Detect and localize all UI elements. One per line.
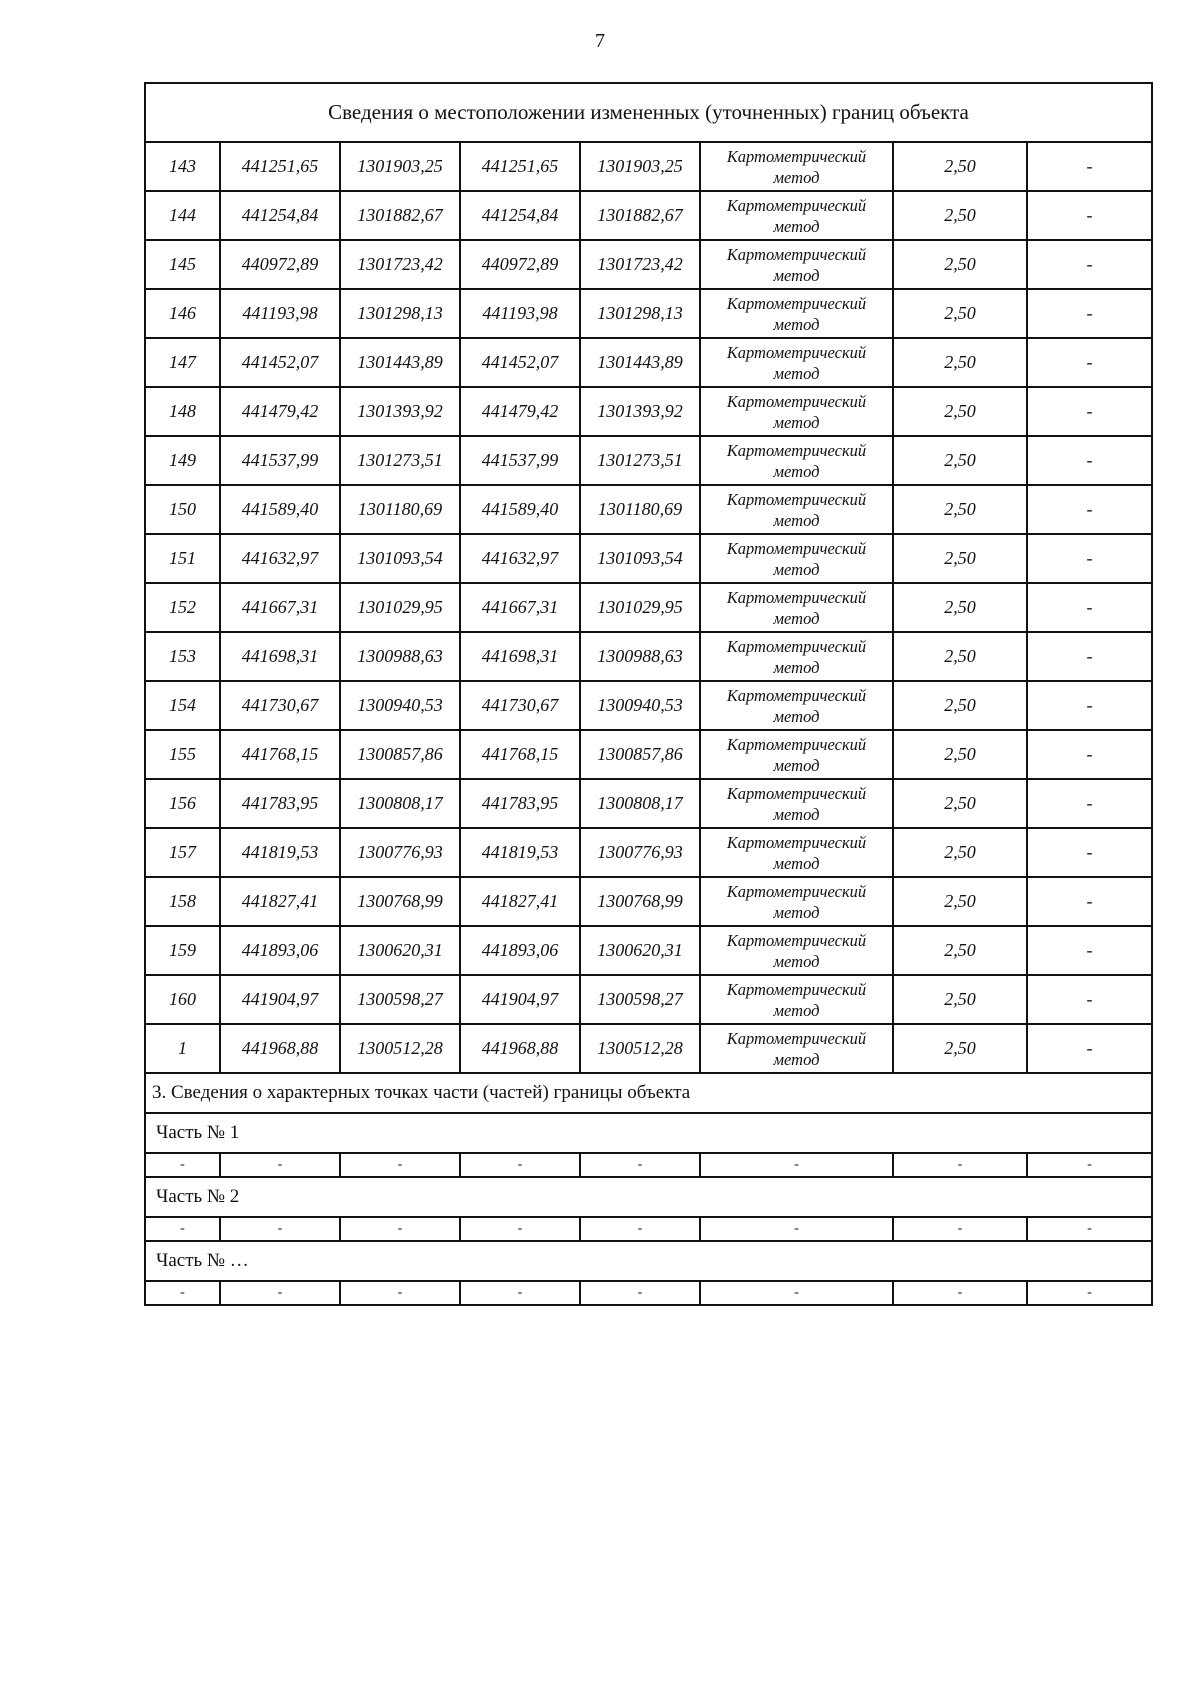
y-new-cell: 1301393,92 <box>580 387 700 436</box>
y-existing-cell: 1300512,28 <box>340 1024 460 1073</box>
y-new-cell: 1300768,99 <box>580 877 700 926</box>
method-line: метод <box>773 559 820 579</box>
table-title: Сведения о местоположении измененных (уточненных) границ объекта <box>145 83 1152 142</box>
point-number-cell: 154 <box>145 681 220 730</box>
title-row <box>145 83 1152 142</box>
empty-cell: - <box>1027 1217 1152 1241</box>
empty-cell: - <box>340 1281 460 1305</box>
y-existing-cell: 1301723,42 <box>340 240 460 289</box>
x-existing-cell: 441452,07 <box>220 338 340 387</box>
method-cell <box>700 877 893 926</box>
point-number-cell: 1 <box>145 1024 220 1073</box>
method-line: метод <box>773 363 820 383</box>
point-number-cell: 148 <box>145 387 220 436</box>
method-line: метод <box>773 216 820 236</box>
x-existing-cell: 441537,99 <box>220 436 340 485</box>
y-existing-cell: 1300598,27 <box>340 975 460 1024</box>
method-line: метод <box>773 853 820 873</box>
y-new-cell: 1300857,86 <box>580 730 700 779</box>
y-existing-cell: 1300988,63 <box>340 632 460 681</box>
x-new-cell: 441667,31 <box>460 583 580 632</box>
method-cell <box>700 191 893 240</box>
method-cell <box>700 583 893 632</box>
x-existing-cell: 441827,41 <box>220 877 340 926</box>
accuracy-cell: 2,50 <box>893 436 1027 485</box>
part-label-row <box>145 1177 1152 1217</box>
table-row <box>145 338 1152 387</box>
empty-cell: - <box>580 1153 700 1177</box>
y-existing-cell: 1300776,93 <box>340 828 460 877</box>
method-cell <box>700 387 893 436</box>
y-new-cell: 1301029,95 <box>580 583 700 632</box>
empty-cell: - <box>700 1153 893 1177</box>
x-existing-cell: 441251,65 <box>220 142 340 191</box>
x-existing-cell: 441254,84 <box>220 191 340 240</box>
empty-cell: - <box>700 1281 893 1305</box>
method-cell <box>700 436 893 485</box>
table-row <box>145 240 1152 289</box>
y-new-cell: 1301903,25 <box>580 142 700 191</box>
x-new-cell: 441589,40 <box>460 485 580 534</box>
empty-cell: - <box>893 1281 1027 1305</box>
table-row <box>145 926 1152 975</box>
y-existing-cell: 1300620,31 <box>340 926 460 975</box>
accuracy-cell: 2,50 <box>893 926 1027 975</box>
accuracy-cell: 2,50 <box>893 632 1027 681</box>
accuracy-cell: 2,50 <box>893 191 1027 240</box>
point-number-cell: 155 <box>145 730 220 779</box>
method-line: метод <box>773 804 820 824</box>
method-line: Картометрический <box>726 342 867 362</box>
y-existing-cell: 1300808,17 <box>340 779 460 828</box>
point-number-cell: 149 <box>145 436 220 485</box>
method-line: Картометрический <box>726 1028 867 1048</box>
empty-cell: - <box>220 1281 340 1305</box>
point-number-cell: 152 <box>145 583 220 632</box>
y-new-cell: 1300940,53 <box>580 681 700 730</box>
accuracy-cell: 2,50 <box>893 485 1027 534</box>
point-number-cell: 157 <box>145 828 220 877</box>
method-line: Картометрический <box>726 636 867 656</box>
method-cell <box>700 485 893 534</box>
table-row <box>145 1024 1152 1073</box>
method-cell <box>700 1024 893 1073</box>
method-line: Картометрический <box>726 881 867 901</box>
x-existing-cell: 441893,06 <box>220 926 340 975</box>
method-line: метод <box>773 510 820 530</box>
empty-cell: - <box>145 1217 220 1241</box>
x-existing-cell: 441667,31 <box>220 583 340 632</box>
method-cell <box>700 289 893 338</box>
x-existing-cell: 441193,98 <box>220 289 340 338</box>
method-line: метод <box>773 412 820 432</box>
x-new-cell: 440972,89 <box>460 240 580 289</box>
section-3-title: 3. Сведения о характерных точках части (частей) границы объекта <box>145 1073 1152 1113</box>
part-dash-row <box>145 1281 1152 1305</box>
note-cell: - <box>1027 975 1152 1024</box>
y-existing-cell: 1300940,53 <box>340 681 460 730</box>
empty-cell: - <box>340 1217 460 1241</box>
y-existing-cell: 1301093,54 <box>340 534 460 583</box>
table-row <box>145 436 1152 485</box>
x-new-cell: 441827,41 <box>460 877 580 926</box>
y-existing-cell: 1300857,86 <box>340 730 460 779</box>
note-cell: - <box>1027 338 1152 387</box>
y-existing-cell: 1301273,51 <box>340 436 460 485</box>
note-cell: - <box>1027 191 1152 240</box>
y-new-cell: 1301882,67 <box>580 191 700 240</box>
empty-cell: - <box>1027 1281 1152 1305</box>
empty-cell: - <box>460 1281 580 1305</box>
x-new-cell: 441730,67 <box>460 681 580 730</box>
y-new-cell: 1301273,51 <box>580 436 700 485</box>
x-existing-cell: 441904,97 <box>220 975 340 1024</box>
point-number-cell: 143 <box>145 142 220 191</box>
method-cell <box>700 632 893 681</box>
x-existing-cell: 440972,89 <box>220 240 340 289</box>
table-body <box>145 83 1152 1305</box>
method-line: метод <box>773 706 820 726</box>
note-cell: - <box>1027 632 1152 681</box>
page-number: 7 <box>595 30 605 52</box>
x-new-cell: 441537,99 <box>460 436 580 485</box>
method-line: метод <box>773 608 820 628</box>
x-new-cell: 441768,15 <box>460 730 580 779</box>
accuracy-cell: 2,50 <box>893 338 1027 387</box>
table-row <box>145 485 1152 534</box>
note-cell: - <box>1027 828 1152 877</box>
method-line: метод <box>773 951 820 971</box>
y-new-cell: 1301298,13 <box>580 289 700 338</box>
part-dash-row <box>145 1217 1152 1241</box>
empty-cell: - <box>220 1153 340 1177</box>
table-row <box>145 877 1152 926</box>
method-line: метод <box>773 902 820 922</box>
y-existing-cell: 1300768,99 <box>340 877 460 926</box>
accuracy-cell: 2,50 <box>893 779 1027 828</box>
part-label: Часть № … <box>145 1241 1152 1281</box>
method-line: Картометрический <box>726 832 867 852</box>
note-cell: - <box>1027 730 1152 779</box>
x-new-cell: 441193,98 <box>460 289 580 338</box>
point-number-cell: 150 <box>145 485 220 534</box>
method-line: Картометрический <box>726 587 867 607</box>
part-label: Часть № 2 <box>145 1177 1152 1217</box>
accuracy-cell: 2,50 <box>893 828 1027 877</box>
accuracy-cell: 2,50 <box>893 534 1027 583</box>
x-new-cell: 441452,07 <box>460 338 580 387</box>
note-cell: - <box>1027 534 1152 583</box>
method-cell <box>700 730 893 779</box>
x-existing-cell: 441968,88 <box>220 1024 340 1073</box>
note-cell: - <box>1027 583 1152 632</box>
y-existing-cell: 1301180,69 <box>340 485 460 534</box>
y-new-cell: 1301180,69 <box>580 485 700 534</box>
table-row <box>145 191 1152 240</box>
note-cell: - <box>1027 877 1152 926</box>
point-number-cell: 146 <box>145 289 220 338</box>
accuracy-cell: 2,50 <box>893 975 1027 1024</box>
x-existing-cell: 441819,53 <box>220 828 340 877</box>
x-existing-cell: 441698,31 <box>220 632 340 681</box>
part-dash-row <box>145 1153 1152 1177</box>
x-new-cell: 441632,97 <box>460 534 580 583</box>
part-label: Часть № 1 <box>145 1113 1152 1153</box>
point-number-cell: 147 <box>145 338 220 387</box>
method-line: Картометрический <box>726 146 867 166</box>
method-line: метод <box>773 461 820 481</box>
method-cell <box>700 338 893 387</box>
x-existing-cell: 441783,95 <box>220 779 340 828</box>
part-label-row <box>145 1113 1152 1153</box>
accuracy-cell: 2,50 <box>893 583 1027 632</box>
method-line: Картометрический <box>726 930 867 950</box>
method-cell <box>700 681 893 730</box>
x-existing-cell: 441730,67 <box>220 681 340 730</box>
table-row <box>145 142 1152 191</box>
point-number-cell: 145 <box>145 240 220 289</box>
x-existing-cell: 441589,40 <box>220 485 340 534</box>
method-line: Картометрический <box>726 391 867 411</box>
method-line: Картометрический <box>726 783 867 803</box>
note-cell: - <box>1027 289 1152 338</box>
method-line: Картометрический <box>726 440 867 460</box>
method-line: метод <box>773 657 820 677</box>
point-number-cell: 158 <box>145 877 220 926</box>
note-cell: - <box>1027 681 1152 730</box>
table-row <box>145 730 1152 779</box>
empty-cell: - <box>700 1217 893 1241</box>
note-cell: - <box>1027 1024 1152 1073</box>
method-line: Картометрический <box>726 489 867 509</box>
table-row <box>145 779 1152 828</box>
accuracy-cell: 2,50 <box>893 877 1027 926</box>
y-existing-cell: 1301393,92 <box>340 387 460 436</box>
accuracy-cell: 2,50 <box>893 142 1027 191</box>
y-new-cell: 1300620,31 <box>580 926 700 975</box>
table-row <box>145 534 1152 583</box>
x-new-cell: 441968,88 <box>460 1024 580 1073</box>
y-new-cell: 1300512,28 <box>580 1024 700 1073</box>
empty-cell: - <box>893 1217 1027 1241</box>
point-number-cell: 144 <box>145 191 220 240</box>
x-new-cell: 441251,65 <box>460 142 580 191</box>
table-row <box>145 828 1152 877</box>
accuracy-cell: 2,50 <box>893 730 1027 779</box>
table-row <box>145 583 1152 632</box>
method-line: Картометрический <box>726 685 867 705</box>
point-number-cell: 160 <box>145 975 220 1024</box>
x-new-cell: 441698,31 <box>460 632 580 681</box>
note-cell: - <box>1027 240 1152 289</box>
method-cell <box>700 828 893 877</box>
accuracy-cell: 2,50 <box>893 1024 1027 1073</box>
note-cell: - <box>1027 436 1152 485</box>
empty-cell: - <box>460 1217 580 1241</box>
x-new-cell: 441893,06 <box>460 926 580 975</box>
y-existing-cell: 1301903,25 <box>340 142 460 191</box>
y-new-cell: 1300808,17 <box>580 779 700 828</box>
table-row <box>145 681 1152 730</box>
method-cell <box>700 926 893 975</box>
point-number-cell: 151 <box>145 534 220 583</box>
accuracy-cell: 2,50 <box>893 240 1027 289</box>
empty-cell: - <box>145 1153 220 1177</box>
method-cell <box>700 534 893 583</box>
x-new-cell: 441254,84 <box>460 191 580 240</box>
boundary-table <box>144 82 1153 1306</box>
table-row <box>145 289 1152 338</box>
note-cell: - <box>1027 387 1152 436</box>
y-new-cell: 1301443,89 <box>580 338 700 387</box>
note-cell: - <box>1027 142 1152 191</box>
method-line: метод <box>773 1000 820 1020</box>
x-new-cell: 441819,53 <box>460 828 580 877</box>
empty-cell: - <box>145 1281 220 1305</box>
accuracy-cell: 2,50 <box>893 387 1027 436</box>
method-line: метод <box>773 265 820 285</box>
table-row <box>145 387 1152 436</box>
empty-cell: - <box>340 1153 460 1177</box>
accuracy-cell: 2,50 <box>893 289 1027 338</box>
y-existing-cell: 1301443,89 <box>340 338 460 387</box>
method-line: Картометрический <box>726 244 867 264</box>
method-line: Картометрический <box>726 979 867 999</box>
x-new-cell: 441479,42 <box>460 387 580 436</box>
method-line: метод <box>773 167 820 187</box>
y-new-cell: 1300988,63 <box>580 632 700 681</box>
x-new-cell: 441783,95 <box>460 779 580 828</box>
method-cell <box>700 240 893 289</box>
y-new-cell: 1300776,93 <box>580 828 700 877</box>
point-number-cell: 153 <box>145 632 220 681</box>
table-row <box>145 632 1152 681</box>
method-line: Картометрический <box>726 538 867 558</box>
empty-cell: - <box>220 1217 340 1241</box>
empty-cell: - <box>580 1281 700 1305</box>
method-line: Картометрический <box>726 293 867 313</box>
empty-cell: - <box>893 1153 1027 1177</box>
y-existing-cell: 1301882,67 <box>340 191 460 240</box>
y-new-cell: 1300598,27 <box>580 975 700 1024</box>
y-existing-cell: 1301029,95 <box>340 583 460 632</box>
method-cell <box>700 975 893 1024</box>
method-line: Картометрический <box>726 195 867 215</box>
table-row <box>145 975 1152 1024</box>
x-existing-cell: 441479,42 <box>220 387 340 436</box>
part-label-row <box>145 1241 1152 1281</box>
y-new-cell: 1301723,42 <box>580 240 700 289</box>
method-cell <box>700 779 893 828</box>
method-line: метод <box>773 314 820 334</box>
point-number-cell: 156 <box>145 779 220 828</box>
note-cell: - <box>1027 926 1152 975</box>
method-cell <box>700 142 893 191</box>
empty-cell: - <box>1027 1153 1152 1177</box>
x-existing-cell: 441768,15 <box>220 730 340 779</box>
method-line: Картометрический <box>726 734 867 754</box>
accuracy-cell: 2,50 <box>893 681 1027 730</box>
section-row <box>145 1073 1152 1113</box>
x-existing-cell: 441632,97 <box>220 534 340 583</box>
point-number-cell: 159 <box>145 926 220 975</box>
empty-cell: - <box>460 1153 580 1177</box>
note-cell: - <box>1027 485 1152 534</box>
empty-cell: - <box>580 1217 700 1241</box>
method-line: метод <box>773 755 820 775</box>
x-new-cell: 441904,97 <box>460 975 580 1024</box>
note-cell: - <box>1027 779 1152 828</box>
y-existing-cell: 1301298,13 <box>340 289 460 338</box>
y-new-cell: 1301093,54 <box>580 534 700 583</box>
method-line: метод <box>773 1049 820 1069</box>
